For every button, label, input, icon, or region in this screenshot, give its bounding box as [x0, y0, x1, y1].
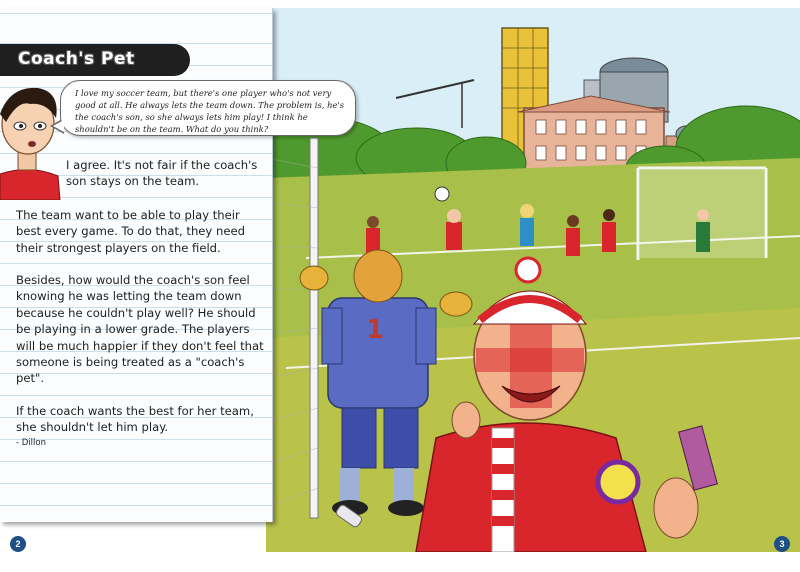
- page-title: Coach's Pet: [18, 49, 135, 69]
- paragraph-besides: Besides, how would the coach's son feel knowing he was letting the team down because he couldn't play well? He should be playing in a lower grade. The players will be much happier if they don't feel that someone is being treated as a "coach's pet".: [16, 273, 264, 386]
- paragraph-best-game: The team want to be able to play their best every game. To do that, they need their strongest players on the field.: [16, 208, 245, 255]
- signature: - Dillon: [16, 438, 46, 448]
- speech-bubble: I love my soccer team, but there's one player who's not very good at all. He always lets the team down. The problem is, he's the coach's son, so she always lets him play! I think he shouldn't be on the team. What do you think?: [60, 80, 356, 136]
- paragraph-conclusion: If the coach wants the best for her team, she shouldn't let him play.: [16, 404, 254, 435]
- page-number-left: 2: [10, 536, 26, 552]
- goalkeeper-number: 1: [366, 315, 385, 345]
- page-number-right: 3: [774, 536, 790, 552]
- speech-bubble-tail-fill: [53, 120, 64, 132]
- avatar: [0, 78, 64, 200]
- paragraph-agree: I agree. It's not fair if the coach's son stays on the team.: [66, 158, 258, 189]
- title-banner: [0, 44, 190, 76]
